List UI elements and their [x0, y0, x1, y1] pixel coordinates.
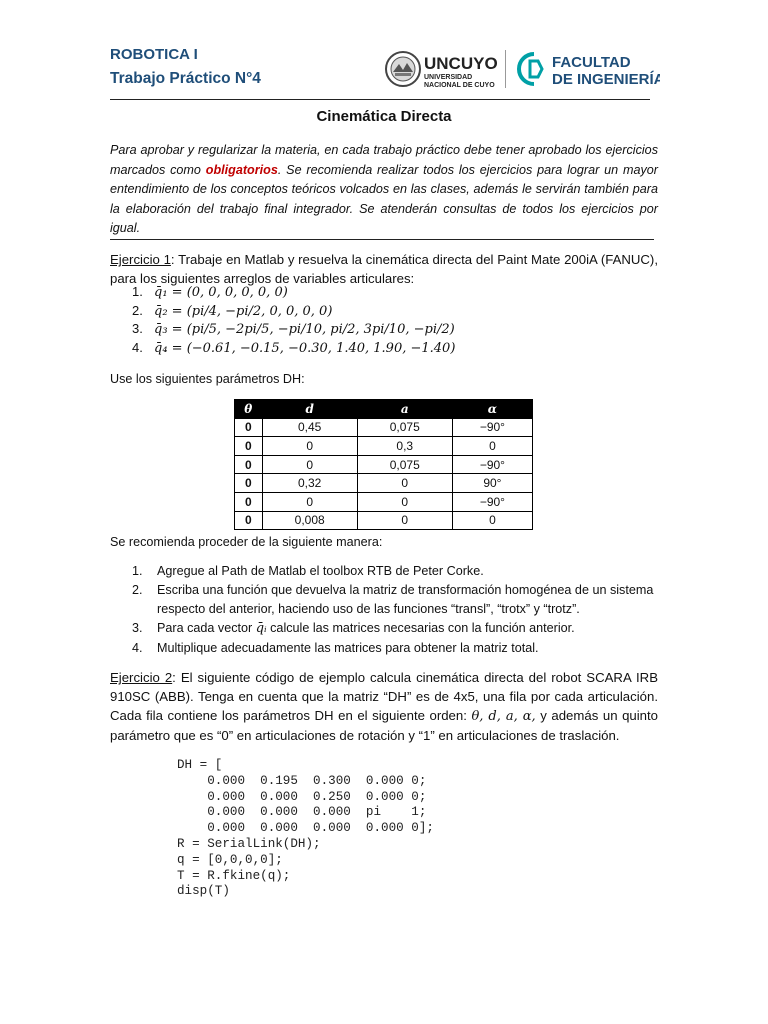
vector-expr: q̄₁ = (0, 0, 0, 0, 0, 0)	[154, 285, 288, 300]
table-header-row	[235, 400, 533, 419]
table-row: 0 0,45 0,075 −90°	[235, 418, 533, 437]
list-item: 1. Agregue al Path de Matlab el toolbox RTB de Peter Corke.	[132, 564, 484, 578]
code-line: DH = [	[177, 758, 223, 772]
vector-expr: q̄₂ = (pi/4, −pi/2, 0, 0, 0, 0)	[154, 303, 333, 319]
recommend-text: Se recomienda proceder de la siguiente manera:	[110, 535, 383, 549]
code-line: 0.000 0.000 0.000 pi 1;	[177, 805, 427, 820]
code-block	[177, 758, 434, 900]
table-row: 0 0 0,075 −90°	[235, 455, 533, 474]
dh-intro: Use los siguientes parámetros DH:	[110, 372, 305, 386]
code-line: R = SerialLink(DH);	[177, 836, 321, 851]
col-alpha: α	[452, 400, 532, 419]
list-item: 2. Escriba una función que devuelva la matriz de transformación homogénea de un sistema respecto del anterior, haciendo uso de las funciones “transl”, “trotx” y “trotz”.	[132, 583, 654, 616]
vector-expr: q̄₄ = (−0.61, −0.15, −0.30, 1.40, 1.90, −1.40)	[154, 340, 456, 356]
faculty-line2: DE INGENIERÍA	[552, 71, 660, 88]
uncuyo-logo	[384, 48, 516, 90]
ex1-statement	[110, 250, 658, 288]
header-divider	[110, 99, 650, 100]
col-theta: θ	[235, 400, 263, 419]
code-line: 0.000 0.000 0.250 0.000 0;	[177, 789, 427, 804]
ex2-label: Ejercicio 2	[110, 670, 173, 685]
table-row: 0 0,008 0 0	[235, 511, 533, 530]
intro-text-2: . Se recomienda realizar todos los ejercicios para lograr un mayor entendimiento de los conceptos teóricos volcados en las clases, además le servirán también para la elaboración del trabajo final integrador. Se atenderán consultas de todos los ejercicios por igual.	[110, 162, 658, 236]
steps-list	[132, 562, 658, 658]
list-item: 3. q̄₃ = (pi/5, −2pi/5, −pi/10, pi/2, 3pi/10, −pi/2)	[132, 321, 455, 337]
intro-highlight: obligatorios	[205, 162, 278, 177]
code-line: 0.000 0.195 0.300 0.000 0;	[177, 773, 427, 788]
uncuyo-seal-icon	[384, 48, 516, 90]
logo-divider	[505, 50, 506, 88]
list-item: 3. Para cada vector q̄ᵢ calcule las matrices necesarias con la función anterior.	[132, 620, 575, 636]
uni-sub1: UNIVERSIDAD	[424, 74, 473, 81]
ex1-text: : Trabaje en Matlab y resuelva la cinemática directa del Paint Mate 200iA (FANUC), para los siguientes arreglos de variables articulares:	[110, 252, 658, 286]
list-item: 1. q̄₁ = (0, 0, 0, 0, 0, 0)	[132, 284, 288, 300]
col-d: d	[262, 400, 357, 419]
page-title: Cinemática Directa	[316, 108, 452, 125]
ex2-statement	[110, 668, 658, 745]
assignment-title: Trabajo Práctico N°4	[110, 70, 261, 87]
dh-table	[234, 399, 533, 530]
list-item: 4. q̄₄ = (−0.61, −0.15, −0.30, 1.40, 1.90, −1.40)	[132, 339, 456, 356]
ex2-text-b: y además un quinto parámetro que es “0” en articulaciones de rotación y “1” en articulaciones de traslación.	[110, 708, 659, 743]
uni-name: UNCUYO	[424, 54, 498, 73]
uni-sub2: NACIONAL DE CUYO	[424, 82, 495, 89]
faculty-emblem-icon	[512, 48, 660, 90]
intro-paragraph	[110, 141, 658, 239]
ex1-label: Ejercicio 1	[110, 252, 171, 267]
vector-expr: q̄₃ = (pi/5, −2pi/5, −pi/10, pi/2, 3pi/10, −pi/2)	[154, 322, 455, 337]
list-item: 4. Multiplique adecuadamente las matrices para obtener la matriz total.	[132, 641, 539, 656]
code-line: 0.000 0.000 0.000 0.000 0];	[177, 821, 434, 836]
code-line: q = [0,0,0,0];	[177, 852, 283, 867]
table-row: 0 0,32 0 90°	[235, 474, 533, 493]
code-line: T = R.fkine(q);	[177, 868, 291, 883]
col-a: a	[357, 400, 452, 419]
course-title: ROBOTICA I	[110, 46, 198, 63]
intro-divider	[110, 239, 654, 240]
intro-text-1: Para aprobar y regularizar la materia, en cada trabajo práctico debe tener aprobado los ejercicios marcados como	[110, 143, 658, 177]
table-row: 0 0 0,3 0	[235, 437, 533, 456]
faculty-line1: FACULTAD	[552, 54, 631, 71]
table-row: 0 0 0 −90°	[235, 492, 533, 511]
code-line: disp(T)	[177, 884, 230, 899]
faculty-logo	[512, 48, 660, 90]
list-item: 2. q̄₂ = (pi/4, −pi/2, 0, 0, 0, 0)	[132, 302, 333, 319]
ex2-params: θ, d, a, α,	[471, 709, 536, 724]
ex2-text-a: : El siguiente código de ejemplo calcula cinemática directa del robot SCARA IRB 910SC (ABB). Tenga en cuenta que la matriz “DH” es de 4x5, una fila por cada articulación. Cada fila contiene los parámetros DH en el siguiente orden:	[110, 670, 658, 723]
